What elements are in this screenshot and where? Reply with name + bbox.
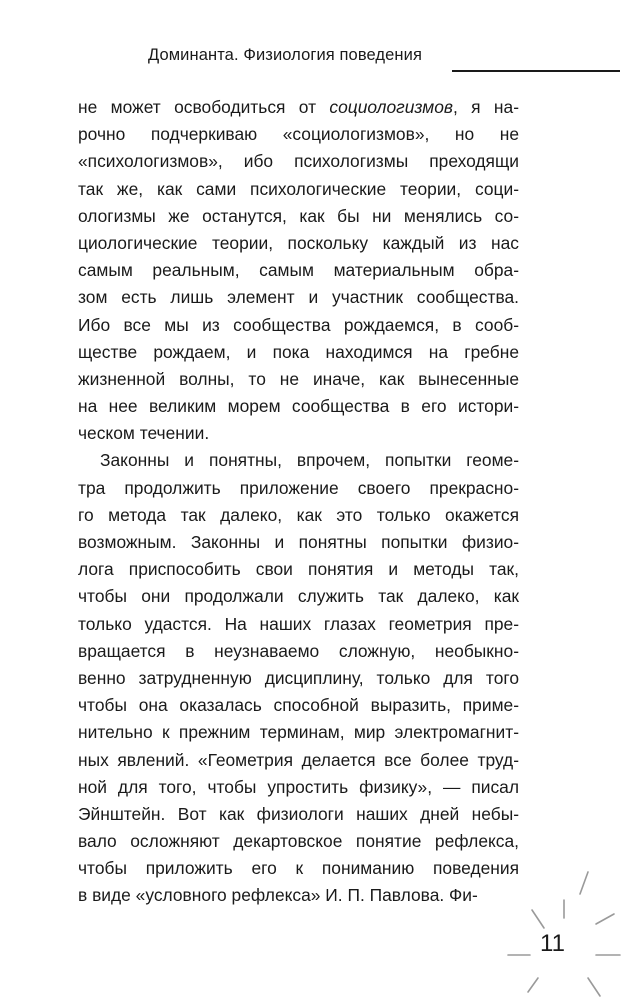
- text-line: [78, 583, 519, 610]
- text-segment: ологизмы же останутся, как бы ни менялись со-: [78, 205, 519, 226]
- text-line: [78, 828, 519, 855]
- running-header: Доминанта. Физиология поведения: [148, 46, 422, 64]
- paragraph: [78, 94, 519, 447]
- text-segment: в виде «условного рефлекса» И. П. Павлова. Фи-: [78, 885, 478, 906]
- text-line: [78, 366, 519, 393]
- text-segment: самым реальным, самым материальным обра-: [78, 260, 519, 281]
- text-line: [78, 94, 519, 121]
- text-line: [78, 692, 519, 719]
- text-segment: чтобы она оказалась способной выразить, приме-: [78, 695, 519, 716]
- header-rule: [452, 70, 620, 72]
- text-line: [78, 121, 519, 148]
- text-segment: венно затрудненную дисциплину, только для того: [78, 667, 519, 688]
- text-line: [78, 529, 519, 556]
- text-segment: Ибо все мы из сообщества рождаемся, в сооб-: [78, 314, 519, 335]
- body-text: [78, 94, 519, 910]
- text-line: [78, 502, 519, 529]
- text-segment: не может освободиться от: [78, 97, 330, 117]
- text-line: [78, 774, 519, 801]
- text-line: [78, 176, 519, 203]
- text-segment: возможным. Законны и понятны попытки физио-: [78, 532, 519, 552]
- text-segment: чтобы приложить его к пониманию поведения: [78, 858, 519, 879]
- text-segment: на нее великим морем сообщества в его истори-: [78, 396, 519, 417]
- text-line: [78, 801, 519, 828]
- text-segment: Законны и понятны, впрочем, попытки геоме-: [100, 450, 519, 471]
- text-line: [78, 882, 519, 909]
- text-segment: «психологизмов», ибо психологизмы преходящи: [78, 151, 519, 172]
- paragraph: [78, 447, 519, 909]
- text-segment: Эйнштейн. Вот как физиологи наших дней небы-: [78, 803, 519, 824]
- text-segment: вращается в неузнаваемо сложную, необыкно-: [78, 640, 519, 661]
- text-segment: тра продолжить приложение своего прекрасно-: [78, 477, 519, 498]
- text-segment: жизненной волны, то не иначе, как вынесенные: [78, 368, 519, 389]
- text-line: [78, 420, 519, 447]
- text-segment: го метода так далеко, как это только окажется: [78, 504, 519, 525]
- text-line: [78, 230, 519, 257]
- text-line: [78, 257, 519, 284]
- page-number: 11: [540, 930, 565, 957]
- text-line: [78, 638, 519, 665]
- text-segment: рочно подчеркиваю «социологизмов», но не: [78, 124, 519, 145]
- text-segment: ной для того, чтобы упростить физику», — писал: [78, 776, 519, 797]
- text-segment: ческом течении.: [78, 423, 210, 444]
- text-segment: лога приспособить свои понятия и методы так,: [78, 559, 519, 580]
- text-segment: вало осложняют декартовское понятие рефлекса,: [78, 831, 519, 852]
- text-line: [78, 393, 519, 420]
- text-segment: ществе рождаем, и пока находимся на гребне: [78, 341, 519, 362]
- emphasized-term: социологизмов: [329, 97, 453, 117]
- text-segment: чтобы они продолжали служить так далеко, как: [78, 586, 519, 607]
- text-segment: циологические теории, поскольку каждый из нас: [78, 232, 519, 253]
- text-line: [78, 447, 519, 474]
- text-line: [78, 611, 519, 638]
- text-segment: ных явлений. «Геометрия делается все более труд-: [78, 749, 519, 770]
- text-segment: зом есть лишь элемент и участник сообщества.: [78, 287, 519, 308]
- text-line: [78, 148, 519, 175]
- text-line: [78, 855, 519, 882]
- text-line: [78, 203, 519, 230]
- text-line: [78, 312, 519, 339]
- text-segment: нительно к прежним терминам, мир электромагнит-: [78, 722, 519, 743]
- text-line: [78, 339, 519, 366]
- text-segment: так же, как сами психологические теории, соци-: [78, 178, 519, 199]
- text-segment: только удастся. На наших глазах геометрия пре-: [78, 613, 519, 634]
- text-line: [78, 475, 519, 502]
- text-segment: , я на-: [452, 97, 519, 117]
- text-line: [78, 284, 519, 311]
- text-line: [78, 719, 519, 746]
- text-line: [78, 747, 519, 774]
- text-line: [78, 665, 519, 692]
- text-line: [78, 556, 519, 583]
